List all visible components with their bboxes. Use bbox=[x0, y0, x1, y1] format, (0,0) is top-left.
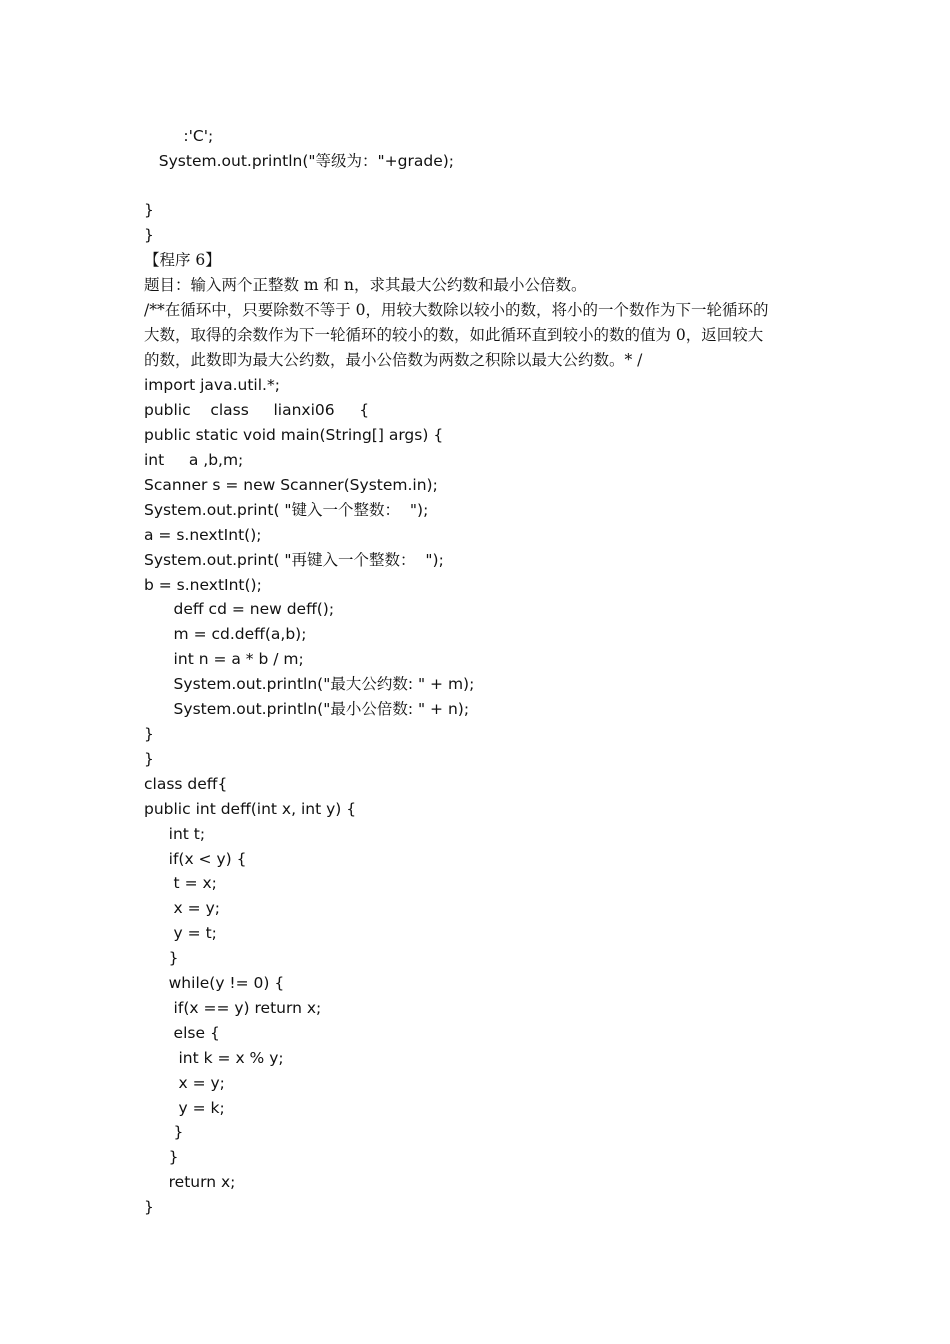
code-line: } bbox=[144, 1198, 154, 1216]
code-line: } bbox=[144, 949, 179, 967]
code-line: } bbox=[144, 226, 154, 244]
code-line: } bbox=[144, 750, 154, 768]
code-line: :'C'; bbox=[144, 127, 214, 145]
code-line: a = s.nextInt(); bbox=[144, 526, 262, 544]
code-line: else { bbox=[144, 1024, 220, 1042]
code-line: int n = a * b / m; bbox=[144, 650, 304, 668]
comment-line: 大数，取得的余数作为下一轮循环的较小的数，如此循环直到较小的数的值为 0，返回较大 bbox=[144, 326, 764, 344]
code-line: System.out.println("最大公约数: " + m); bbox=[144, 675, 475, 693]
code-line: x = y; bbox=[144, 1074, 225, 1092]
code-line: if(x < y) { bbox=[144, 850, 247, 868]
code-line: t = x; bbox=[144, 874, 217, 892]
code-line: import java.util.*; bbox=[144, 376, 280, 394]
comment-line: /**在循环中，只要除数不等于 0，用较大数除以较小的数，将小的一个数作为下一轮循环的 bbox=[144, 301, 769, 319]
program-heading: 【程序 6】 bbox=[144, 251, 221, 269]
code-line: int a ,b,m; bbox=[144, 451, 244, 469]
problem-statement: 题目：输入两个正整数 m 和 n，求其最大公约数和最小公倍数。 bbox=[144, 276, 587, 294]
code-line: } bbox=[144, 1123, 184, 1141]
code-line: System.out.print( "再键入一个整数： "); bbox=[144, 551, 444, 569]
code-line: System.out.println("最小公倍数: " + n); bbox=[144, 700, 470, 718]
code-line: x = y; bbox=[144, 899, 220, 917]
code-line: System.out.print( "键入一个整数： "); bbox=[144, 501, 429, 519]
code-line: y = t; bbox=[144, 924, 217, 942]
code-line: class deff{ bbox=[144, 775, 228, 793]
code-line: } bbox=[144, 201, 154, 219]
code-line: } bbox=[144, 1148, 179, 1166]
code-line: Scanner s = new Scanner(System.in); bbox=[144, 476, 438, 494]
comment-line: 的数，此数即为最大公约数，最小公倍数为两数之积除以最大公约数。* / bbox=[144, 351, 643, 369]
code-line: public int deff(int x, int y) { bbox=[144, 800, 357, 818]
code-line: } bbox=[144, 725, 154, 743]
code-line: if(x == y) return x; bbox=[144, 999, 322, 1017]
code-line: while(y != 0) { bbox=[144, 974, 285, 992]
code-line: m = cd.deff(a,b); bbox=[144, 625, 307, 643]
code-line: public class lianxi06 { bbox=[144, 401, 370, 419]
code-line: return x; bbox=[144, 1173, 236, 1191]
code-line: int t; bbox=[144, 825, 206, 843]
code-line: deff cd = new deff(); bbox=[144, 600, 335, 618]
code-line: y = k; bbox=[144, 1099, 225, 1117]
code-line: public static void main(String[] args) { bbox=[144, 426, 444, 444]
code-line: b = s.nextInt(); bbox=[144, 576, 262, 594]
code-line: int k = x % y; bbox=[144, 1049, 284, 1067]
code-line: System.out.println("等级为："+grade); bbox=[144, 152, 455, 170]
